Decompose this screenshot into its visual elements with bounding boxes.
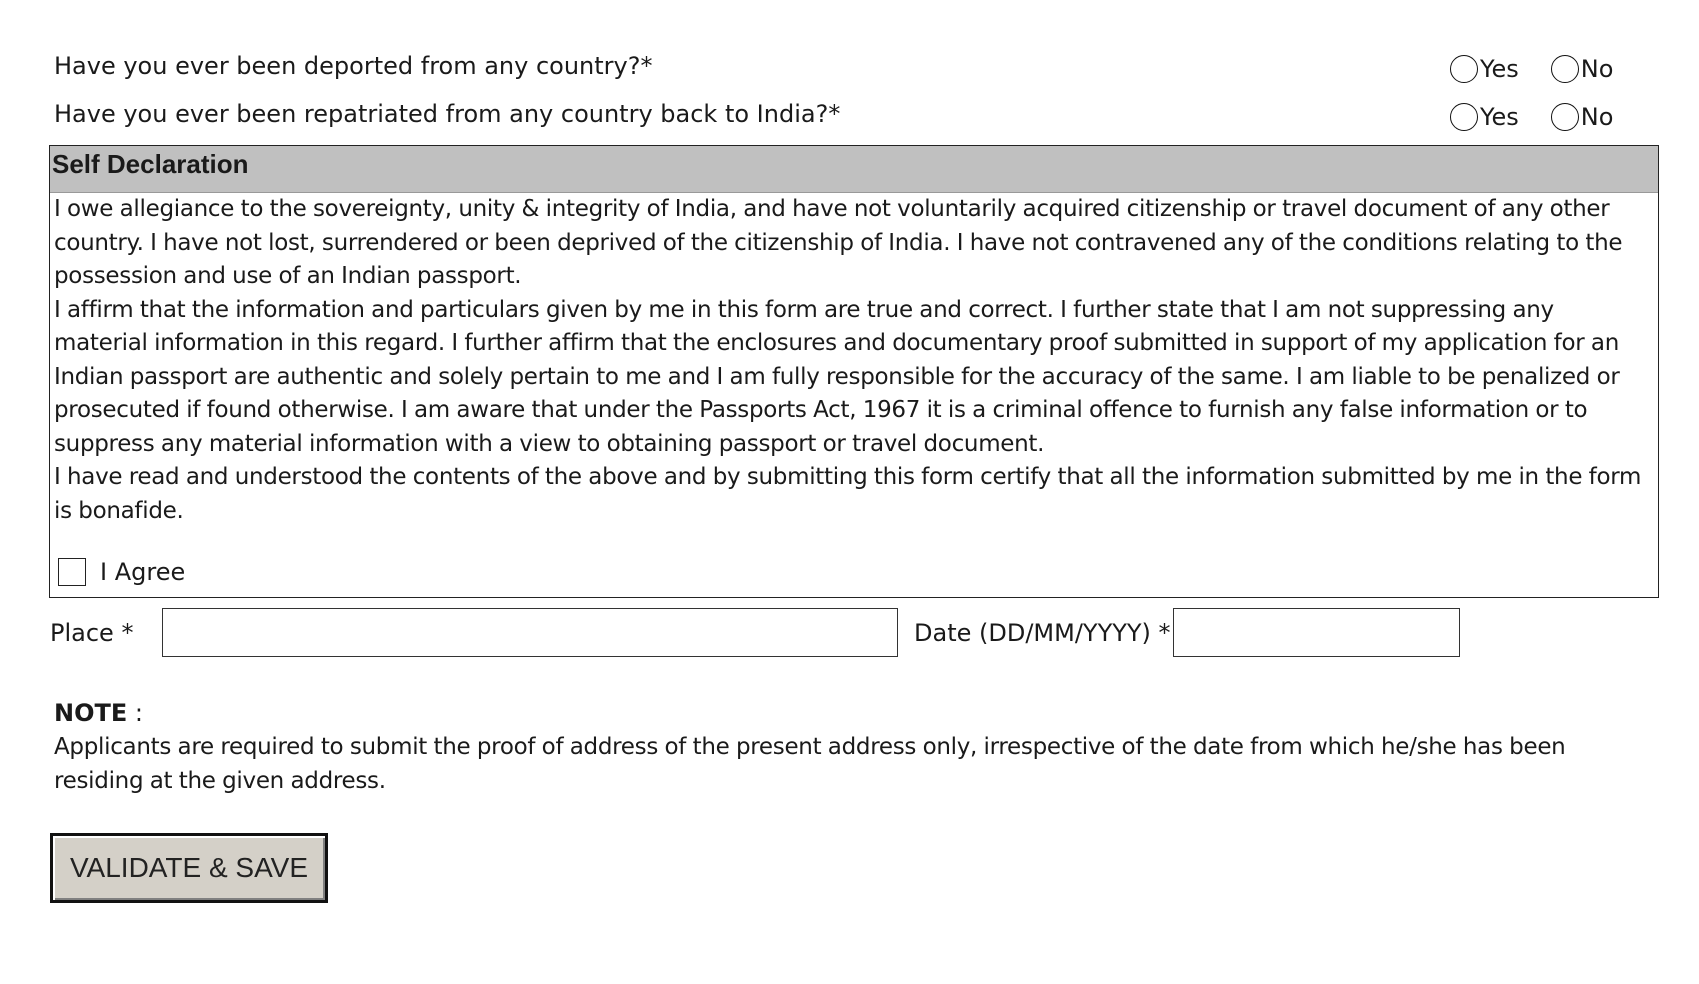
deported-yes-option[interactable] [1450,54,1519,84]
deported-radio-group [1450,54,1613,84]
deported-no-option[interactable] [1551,54,1614,84]
repatriated-no-label: No [1580,103,1614,131]
note-heading [54,697,143,729]
deported-no-radio[interactable] [1551,55,1579,83]
self-declaration-body [50,193,1658,528]
declaration-paragraph: I owe allegiance to the sovereignty, unity & integrity of India, and have not voluntarily acquired citizenship or travel document of any other country. I have not lost, surrendered or been deprived of the citizenship of India. I have not contravened any of the conditions relating to the possession and use of an Indian passport. [54,196,1623,289]
self-declaration-title: Self Declaration [50,146,1658,193]
deported-no-label: No [1580,55,1614,83]
deported-yes-label: Yes [1480,55,1519,83]
declaration-paragraph: I affirm that the information and particulars given by me in this form are true and correct. I further state that I am not suppressing any material information in this regard. I further affirm that the enclosures and documentary proof submitted in support of my application for an Indian passport are authentic and solely pertain to me and I am fully responsible for the accuracy of the same. I am liable to be penalized or prosecuted if found otherwise. I am aware that under the Passports Act, 1967 it is a criminal offence to furnish any false information or to suppress any material information with a view to obtaining passport or travel document. [54,296,1620,457]
agree-checkbox[interactable] [58,558,86,586]
date-label: Date (DD/MM/YYYY) * [914,619,1171,647]
note-separator: : [127,699,143,727]
declaration-paragraph: I have read and understood the contents of the above and by submitting this form certify that all the information submitted by me in the form is bonafide. [54,464,1642,524]
question-deported-label: Have you ever been deported from any country?* [54,52,653,80]
repatriated-no-option[interactable] [1551,102,1614,132]
question-repatriated-label: Have you ever been repatriated from any country back to India?* [54,100,841,128]
place-input[interactable] [162,608,898,657]
agree-row[interactable] [58,558,185,586]
question-deported [54,50,1624,90]
repatriated-no-radio[interactable] [1551,103,1579,131]
note-title: NOTE [54,699,128,727]
question-repatriated [54,98,1624,138]
validate-save-button[interactable]: VALIDATE & SAVE [50,833,328,903]
deported-yes-radio[interactable] [1450,55,1478,83]
repatriated-yes-radio[interactable] [1450,103,1478,131]
place-label: Place * [50,619,134,647]
repatriated-yes-option[interactable] [1450,102,1519,132]
repatriated-radio-group [1450,102,1613,132]
repatriated-yes-label: Yes [1480,103,1519,131]
agree-label: I Agree [100,558,186,586]
note-text: Applicants are required to submit the proof of address of the present address only, irrespective of the date from which he/she has been residing at the given address. [54,734,1566,794]
date-input[interactable] [1173,608,1460,657]
self-declaration-panel [49,145,1659,598]
